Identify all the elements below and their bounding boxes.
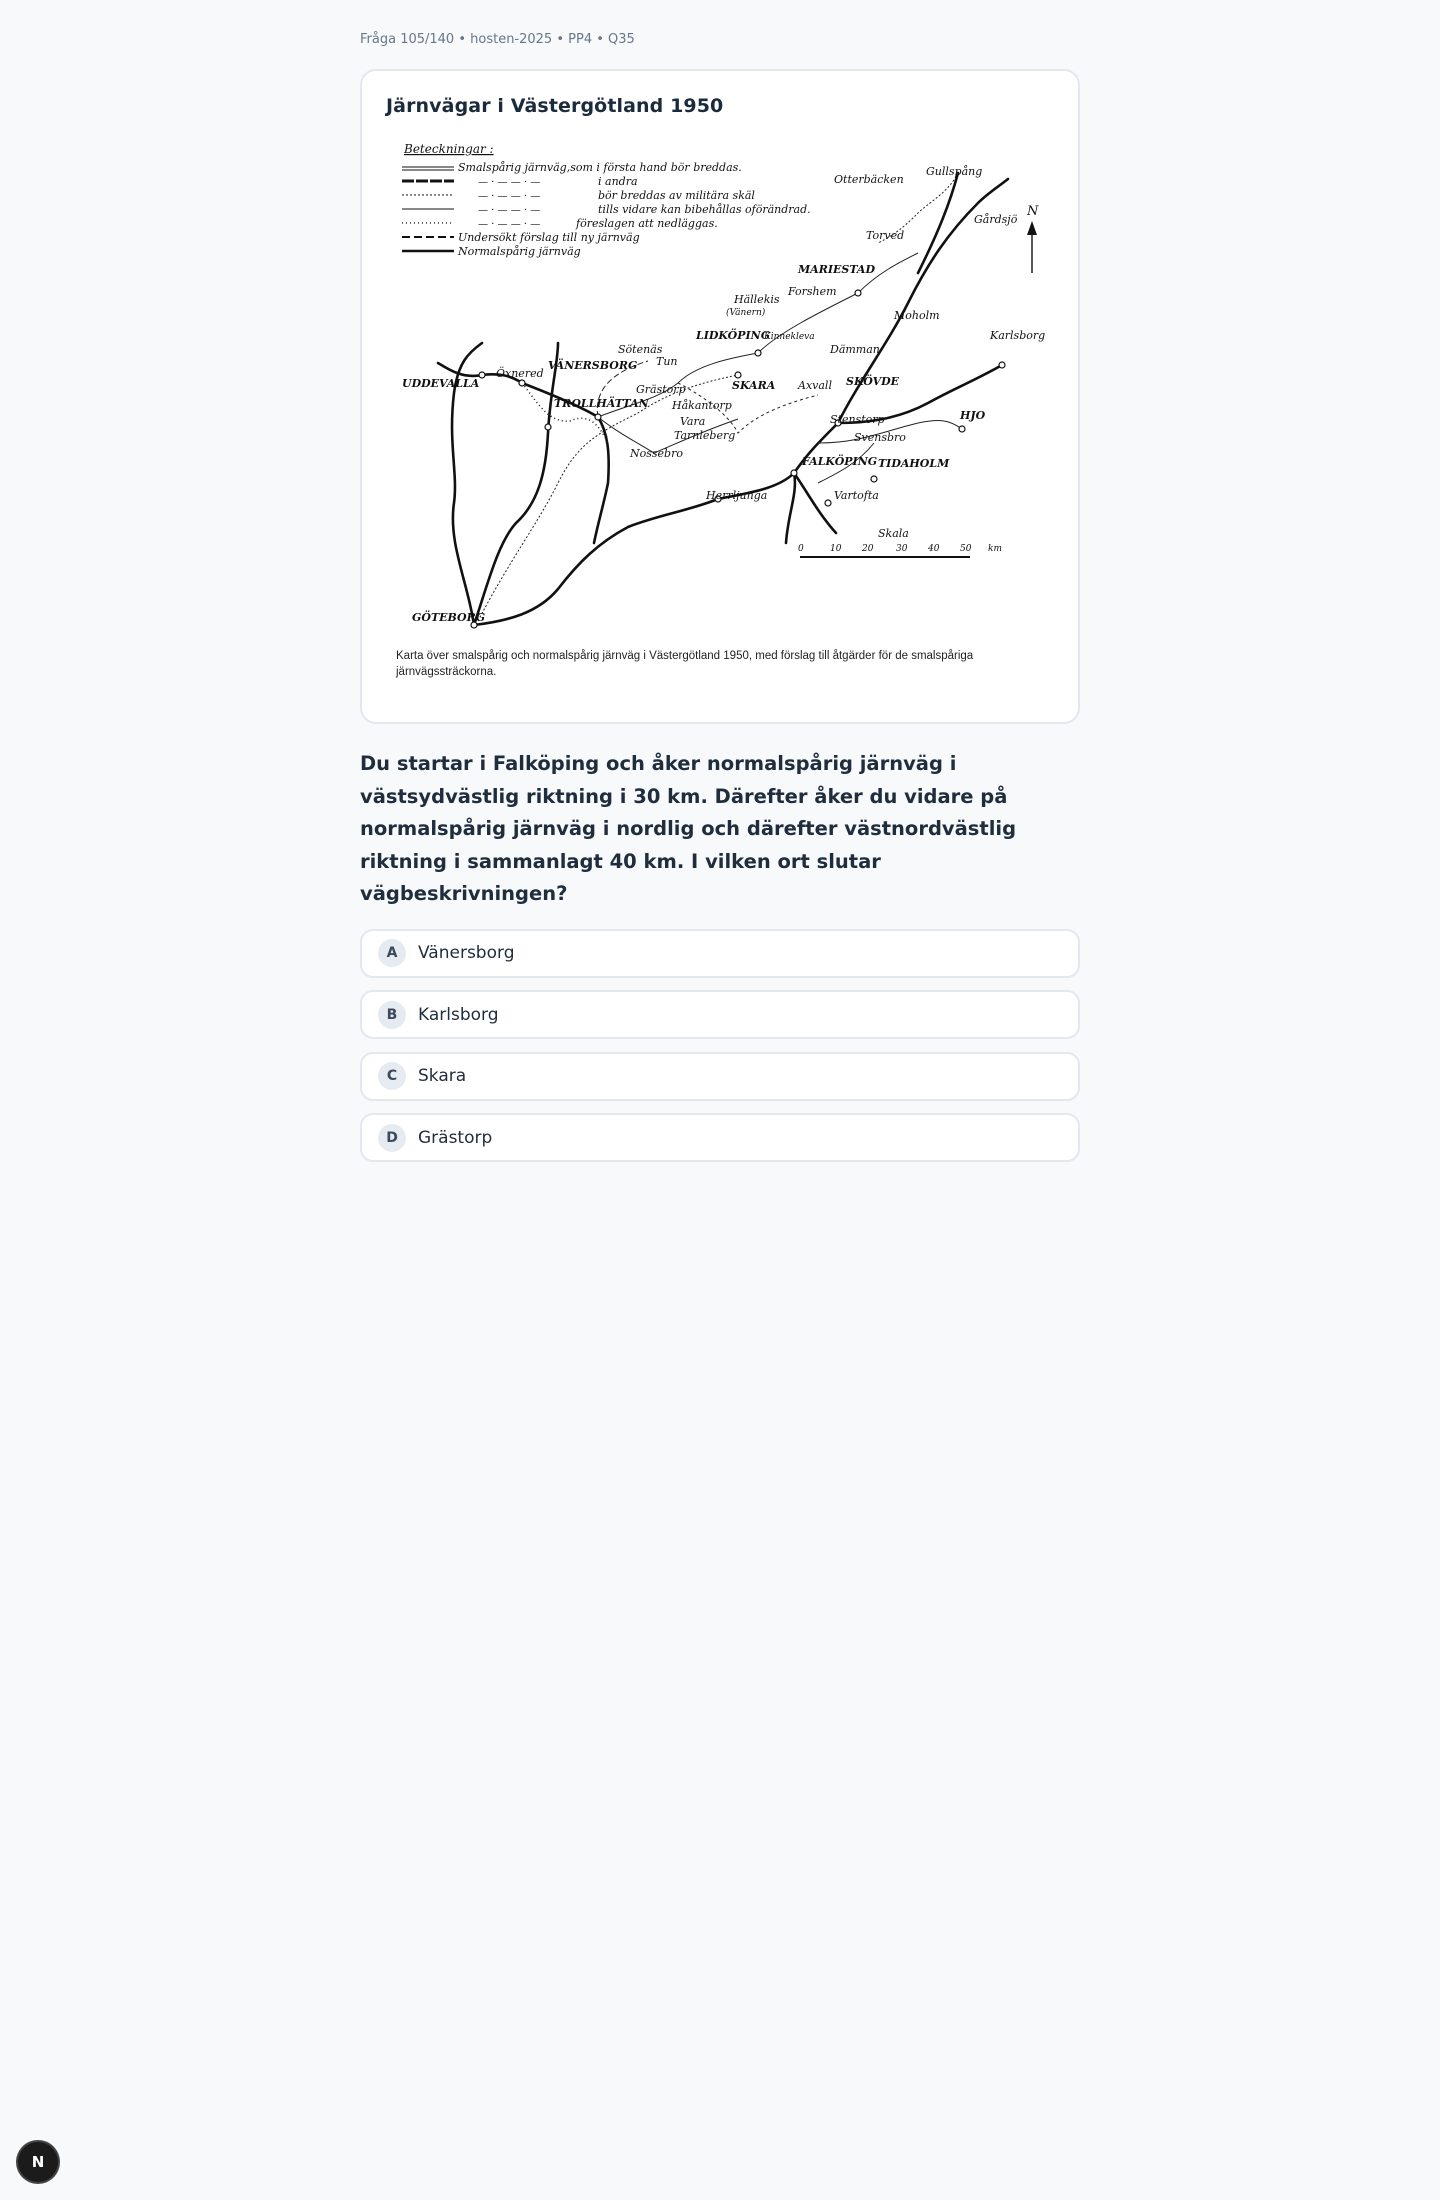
label-tidaholm: TIDAHOLM — [878, 457, 950, 470]
railway-map — [398, 143, 1048, 633]
label-sotenas: Sötenäs — [618, 343, 663, 356]
question-text: Du startar i Falköping och åker normalspårig järnväg i västsydvästlig riktning i 30 km. Därefter åker du vidare på normalspårig järnväg i nordlig och därefter västnordvästlig riktning i sammanlagt 40 km. I vilken ort slutar vägbeskrivningen? — [360, 752, 1017, 905]
label-axvall: Axvall — [798, 379, 832, 392]
label-mariestad: MARIESTAD — [798, 263, 875, 276]
map-legend — [402, 143, 811, 258]
scale-tick-0: 0 — [798, 544, 804, 554]
label-skovde: SKÖVDE — [846, 375, 900, 388]
scale-label: Skala — [878, 527, 909, 540]
legend-item-7: Normalspårig järnväg — [458, 245, 581, 258]
main-column — [360, 0, 1080, 1175]
label-svensbro: Svensbro — [854, 431, 906, 444]
n-logo-icon: N — [31, 2153, 45, 2171]
label-uddevalla: UDDEVALLA — [402, 377, 480, 390]
label-torved: Torved — [866, 229, 905, 242]
label-oxnered: Öxnered — [496, 367, 544, 380]
option-c[interactable] — [360, 1052, 1080, 1101]
legend-item-5: föreslagen att nedläggas. — [576, 217, 718, 230]
answer-options — [360, 929, 1080, 1163]
label-dammen: Dämman — [830, 343, 880, 356]
option-d[interactable] — [360, 1113, 1080, 1162]
scale-tick-2: 20 — [862, 544, 874, 554]
scale-unit: km — [988, 544, 1002, 554]
svg-text:— · — — · —: — · — — · — — [478, 219, 541, 230]
label-tarnleberg: Tarnleberg — [674, 429, 736, 442]
label-gullspang: Gullspång — [926, 165, 983, 178]
legend-item-6: Undersökt förslag till ny järnväg — [458, 231, 640, 244]
scale-tick-3: 30 — [896, 544, 908, 554]
legend-item-2: i andra — [598, 175, 638, 188]
legend-item-4: tills vidare kan bibehållas oförändrad. — [598, 203, 811, 216]
label-forshem: Forshem — [788, 285, 837, 298]
label-falkoping: FALKÖPING — [802, 455, 878, 468]
label-vanersborg: VÄNERSBORG — [548, 359, 638, 372]
label-skara: SKARA — [732, 379, 776, 392]
figure-title: Järnvägar i Västergötland 1950 — [386, 95, 724, 117]
label-gardsjo: Gårdsjö — [974, 213, 1018, 226]
label-hallekis: Hällekis — [734, 293, 780, 306]
label-moholm: Moholm — [894, 309, 940, 322]
label-otterbacken: Otterbäcken — [834, 173, 904, 186]
label-stenstorp: Stenstorp — [830, 413, 885, 426]
option-label: Vänersborg — [418, 943, 515, 963]
figure-caption: Karta över smalspårig och normalspårig järnväg i Västergötland 1950, med förslag till åtgärder för de smalspåriga järnvägssträckorna. — [396, 650, 974, 678]
option-label: Skara — [418, 1066, 467, 1086]
legend-item-1: Smalspårig järnväg,som i första hand bör breddas. — [458, 161, 742, 174]
label-trollhattan: TROLLHÄTTAN — [554, 397, 649, 410]
option-letter: B — [378, 1001, 406, 1029]
svg-text:— · — — · —: — · — — · — — [478, 177, 541, 188]
legend-title: Beteckningar : — [404, 143, 494, 156]
label-hjo: HJO — [960, 409, 986, 422]
option-b[interactable] — [360, 990, 1080, 1039]
legend-item-3: bör breddas av militära skäl — [598, 189, 755, 202]
scale-bar — [798, 527, 1002, 557]
option-label: Grästorp — [418, 1127, 493, 1148]
option-letter: D — [378, 1124, 406, 1152]
scale-tick-1: 10 — [830, 544, 842, 554]
label-vara: Vara — [680, 415, 706, 428]
label-nossebro: Nossebro — [630, 447, 683, 460]
label-tun: Tun — [656, 355, 678, 368]
svg-text:— · — — · —: — · — — · — — [478, 205, 541, 216]
label-goteborg: GÖTEBORG — [412, 611, 486, 624]
label-kinnekleva: Kinnekleva — [764, 332, 815, 342]
option-label: Karlsborg — [418, 1004, 499, 1025]
option-a[interactable] — [360, 929, 1080, 978]
figure-card — [360, 69, 1080, 724]
label-hakantorp: Håkantorp — [672, 399, 732, 412]
label-karlsborg: Karlsborg — [990, 329, 1046, 342]
label-grastorp: Grästorp — [636, 383, 686, 396]
floating-n-button[interactable] — [18, 2142, 58, 2182]
label-vanern: (Vänern) — [726, 308, 766, 318]
north-arrow-icon — [1026, 204, 1039, 273]
scale-tick-5: 50 — [960, 544, 972, 554]
option-letter: A — [378, 939, 406, 967]
north-label: N — [1027, 204, 1039, 219]
label-lidkoping: LIDKÖPING — [696, 329, 771, 342]
breadcrumb: Fråga 105/140 • hosten-2025 • PP4 • Q35 — [360, 32, 635, 47]
svg-text:— · — — · —: — · — — · — — [478, 191, 541, 202]
option-letter: C — [378, 1062, 406, 1090]
label-vartofta: Vartofta — [834, 489, 879, 502]
scale-tick-4: 40 — [928, 544, 940, 554]
label-herrljunga: Herrljunga — [706, 489, 768, 502]
